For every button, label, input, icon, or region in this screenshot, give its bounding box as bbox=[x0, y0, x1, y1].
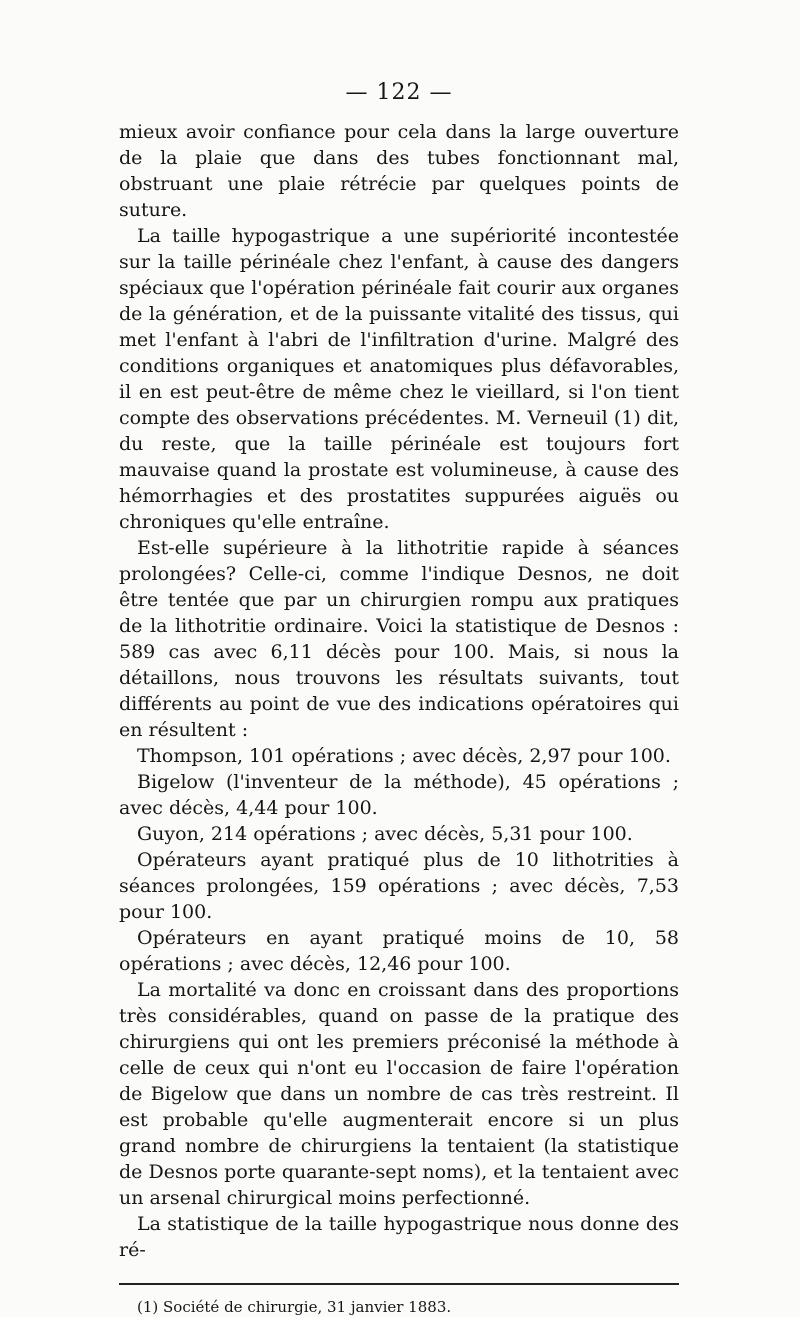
body-text bbox=[119, 119, 679, 1263]
paragraph: Guyon, 214 opérations ; avec décès, 5,31 pour 100. bbox=[137, 823, 633, 845]
page-number: — 122 — bbox=[345, 80, 453, 105]
paragraph: La taille hypogastrique a une supériorité incontestée sur la taille périnéale chez l'enfant, à cause des dangers spéciaux que l'opération périnéale fait courir aux organes de la génération, et de la puissante vitalité des tissus, qui met l'enfant à l'abri de l'infiltration d'urine. Malgré des conditions organiques et anatomiques plus défavorables, il en est peut-être de même chez le vieillard, si l'on tient compte des observations précédentes. M. Verneuil (1) dit, du reste, que la taille périnéale est toujours fort mauvaise quand la prostate est volumineuse, à cause des hémorrhagies et des prostatites suppurées aiguës ou chroniques qu'elle entraîne. bbox=[119, 225, 679, 533]
page bbox=[119, 78, 679, 1317]
footnote: (1) Société de chirurgie, 31 janvier 1883. bbox=[137, 1298, 452, 1316]
paragraph: mieux avoir confiance pour cela dans la large ouverture de la plaie que dans des tubes fonctionnant mal, obstruant une plaie rétrécie par quelques points de suture. bbox=[119, 121, 679, 221]
paragraph: La statistique de la taille hypogastrique nous donne des ré- bbox=[119, 1213, 679, 1261]
paragraph: Bigelow (l'inventeur de la méthode), 45 opérations ; avec décès, 4,44 pour 100. bbox=[119, 771, 679, 819]
paragraph: Thompson, 101 opérations ; avec décès, 2,97 pour 100. bbox=[137, 745, 671, 767]
footnote-divider bbox=[119, 1283, 679, 1285]
paragraph: La mortalité va donc en croissant dans des proportions très considérables, quand on passe de la pratique des chirurgiens qui ont les premiers préconisé la méthode à celle de ceux qui n'ont eu l'occasion de faire l'opération de Bigelow que dans un nombre de cas très restreint. Il est probable qu'elle augmenterait encore si un plus grand nombre de chirurgiens la tentaient (la statistique de Desnos porte quarante-sept noms), et la tentaient avec un arsenal chirurgical moins perfectionné. bbox=[119, 979, 679, 1209]
paragraph: Est-elle supérieure à la lithotritie rapide à séances prolongées? Celle-ci, comme l'indique Desnos, ne doit être tentée que par un chirurgien rompu aux pratiques de la lithotritie ordinaire. Voici la statistique de Desnos : 589 cas avec 6,11 décès pour 100. Mais, si nous la détaillons, nous trouvons les résultats suivants, tout différents au point de vue des indications opératoires qui en résultent : bbox=[119, 537, 679, 741]
paragraph: Opérateurs en ayant pratiqué moins de 10, 58 opérations ; avec décès, 12,46 pour 100. bbox=[119, 927, 679, 975]
paragraph: Opérateurs ayant pratiqué plus de 10 lithotrities à séances prolongées, 159 opérations ; avec décès, 7,53 pour 100. bbox=[119, 849, 679, 923]
